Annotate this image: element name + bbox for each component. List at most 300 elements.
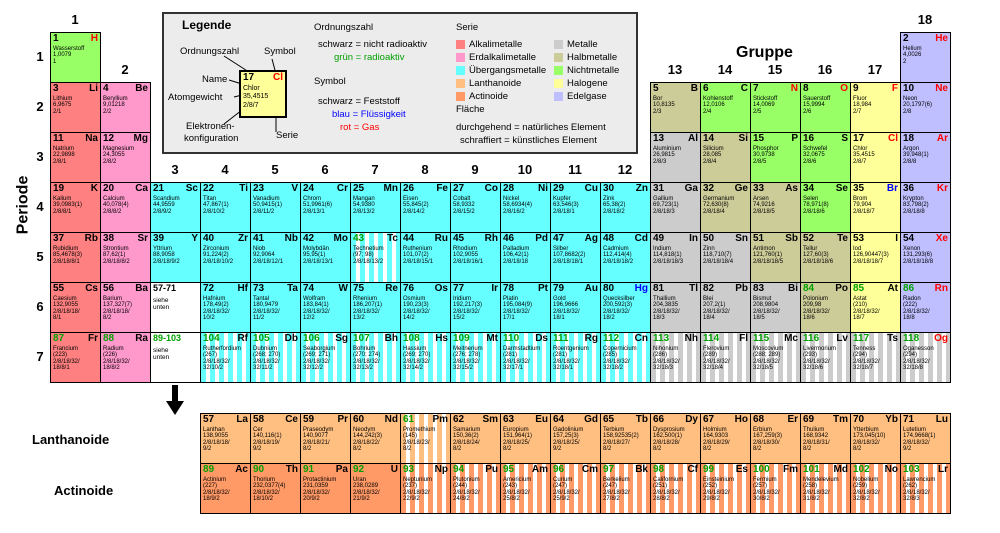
element-info [453,427,480,452]
group-number-18: 18 [917,12,933,27]
element-symbol: Be [135,83,148,94]
element-weight: 150,36(2) [453,433,479,440]
element-name: Vanadium [253,196,280,202]
legend-series-label: Erdalkalimetalle [469,52,537,63]
element-name: Thulium [803,427,825,433]
element-cell-fm [750,463,801,514]
element-info [453,196,475,215]
element-name: Gallium [653,196,674,202]
element-symbol: No [884,464,898,475]
element-info [353,427,382,452]
element-symbol: Ti [239,183,248,194]
element-number: 116 [803,333,820,344]
element-info [103,296,132,321]
element-weight: 101,07(2) [403,252,429,259]
group-number-5: 5 [271,162,279,177]
element-config: 2/8/18/8/1 [53,258,80,265]
element-cell-be [100,82,151,133]
element-cell-ag [550,232,601,283]
element-symbol: Pa [335,464,348,475]
legend-swatch [456,79,465,88]
element-cell-ho [700,413,751,464]
element-info [603,296,635,321]
element-weight: 10,8135 [653,102,675,109]
element-config: 2/8/18/32/ 32/15/2 [453,358,480,371]
element-info [903,46,922,65]
element-symbol: Cf [687,464,698,475]
element-cell-he [900,32,951,83]
element-config: 2/5 [753,108,762,115]
callout-atomgewicht: Atomgewicht [168,92,223,103]
element-weight: 158,92535(2) [603,433,639,440]
legend-series-label: Halogene [567,78,608,89]
element-number: 95 [503,464,515,475]
element-name: Europium [503,427,529,433]
element-symbol: Ag [584,233,598,244]
element-name: Kupfer [553,196,571,202]
element-cell-ta [250,282,301,333]
legend-box [162,12,638,154]
element-number: 103 [903,464,920,475]
element-cell-pr [300,413,351,464]
element-number: 30 [603,183,615,194]
element-symbol: Hg [634,283,648,294]
element-config: 2/8/18/32/ 8/2 [853,439,880,452]
group-number-6: 6 [321,162,329,177]
element-config: 2/8/18/10/2 [203,258,234,265]
element-info [353,296,382,321]
element-number: 21 [153,183,165,194]
legend-flaeche-line2: schraffiert = künstliches Element [460,135,597,146]
element-info [203,477,230,502]
element-cell-ca [100,182,151,233]
element-symbol: Cd [634,233,648,244]
element-symbol: Na [85,133,98,144]
element-name: Dubnium [253,346,278,352]
element-config: 2/8/18/32/ 18/8/2 [103,358,130,371]
element-name: Fluor [853,96,867,102]
element-info [103,146,134,165]
element-name: Indium [653,246,672,252]
element-name: Phosphor [753,146,779,152]
element-config: 2/8/7 [853,158,867,165]
element-name: Palladium [503,246,530,252]
element-name: Niob [253,246,266,252]
group-number-9: 9 [471,162,479,177]
element-number: 77 [453,283,465,294]
element-number: 62 [453,414,465,425]
element-name: Helium [903,46,922,52]
element-weight: (243) [503,483,518,490]
element-name: Osmium [403,296,426,302]
element-cell-p [750,132,801,183]
legend-series-label: Metalle [567,39,598,50]
element-number: 11 [53,133,64,144]
element-cell-ne [900,82,951,133]
element-symbol: Lr [938,464,948,475]
element-symbol: Nd [384,414,398,425]
element-number: 117 [853,333,870,344]
element-info [853,196,875,215]
element-cell-ni [500,182,551,233]
element-name: Flerovium [703,346,730,352]
element-cell-cu [550,182,601,233]
element-config: 2/8/18/32/ 15/2 [453,308,480,321]
element-cell-o [800,82,851,133]
legend-swatch [456,40,465,49]
element-weight: 200,592(3) [603,302,633,309]
element-cell-h [50,32,101,83]
element-info [653,246,683,265]
element-symbol: P [791,133,798,144]
element-name: Zink [603,196,615,202]
placeholder-cell [150,332,201,383]
element-weight: (281) [503,352,518,359]
element-config: 2/8/2 [103,158,117,165]
element-info [553,427,583,452]
element-config: 2/8/18/9/2 [153,258,180,265]
element-weight: 83,798(2) [903,202,929,209]
element-config: 2/7 [853,108,862,115]
element-weight: 69,723(1) [653,202,679,209]
element-cell-tb [600,413,651,464]
element-number: 91 [303,464,315,475]
element-number: 19 [53,183,65,194]
element-symbol: Sn [735,233,748,244]
element-weight: (269; 271) [303,352,331,359]
element-info [303,477,336,502]
element-weight: 63,546(3) [553,202,579,209]
element-info [903,296,930,321]
element-weight: 178,49(2) [203,302,229,309]
legend-swatch [456,53,465,62]
element-name: Sauerstoff [803,96,831,102]
element-name: Selen [803,196,819,202]
element-name: Technetium [353,246,384,252]
element-config: 2/8/18/27/ 8/2 [603,439,630,452]
element-name: Rutherfordium [203,346,242,352]
element-name: Copernicium [603,346,637,352]
element-number: 78 [503,283,515,294]
element-number: 46 [503,233,515,244]
element-info [753,146,779,165]
element-weight: 91,224(2) [203,252,229,259]
element-number: 105 [253,333,270,344]
element-info [553,296,580,321]
element-cell-xe [900,232,951,283]
periode-label: Periode [14,175,32,235]
element-config: 2/8/14/2 [403,208,425,215]
element-symbol: Rf [237,333,248,344]
element-number: 36 [903,183,915,194]
element-info [903,427,935,452]
element-info [353,346,380,371]
element-cell-ir [450,282,501,333]
group-number-14: 14 [717,62,733,77]
element-number: 111 [553,333,569,344]
element-info [753,477,780,502]
element-symbol: Cs [85,283,98,294]
element-name: Francium [53,346,79,352]
element-cell-sg [300,332,351,383]
element-cell-dy [650,413,701,464]
element-number: 24 [303,183,315,194]
element-weight: 44,9559 [153,202,175,209]
element-symbol: Ar [936,133,948,144]
element-name: Scandium [153,196,180,202]
element-info [703,477,734,502]
element-weight: 35,4515 [853,152,875,159]
element-symbol: Co [484,183,498,194]
element-weight: 65,38(2) [603,202,626,209]
element-cell-np [400,463,451,514]
element-info [703,427,730,452]
element-weight: 127,60(3) [803,252,829,259]
legend-series-label: Lanthanoide [469,78,522,89]
element-name: Wasserstoff [53,46,85,52]
element-cell-la [200,413,251,464]
element-number: 45 [453,233,465,244]
element-symbol: At [887,283,898,294]
element-cell-kr [900,182,951,233]
element-weight: 208,9804 [753,302,779,309]
element-info [203,427,230,452]
element-symbol: Al [688,133,698,144]
element-name: Quecksilber [603,296,635,302]
element-config: 2/8/18/18/2 [603,258,634,265]
element-symbol: Pd [535,233,548,244]
element-symbol: Sg [335,333,348,344]
element-weight: 95,95(1) [303,252,326,259]
element-number: 10 [903,83,915,94]
element-cell-rb [50,232,101,283]
element-symbol: Mt [486,333,498,344]
placeholder-range: 57-71 [153,283,177,293]
element-cell-es [700,463,751,514]
element-info [153,196,180,215]
element-config: 2/8/18/32/ 18/10/2 [253,489,280,502]
callout-symbol: Symbol [264,46,296,57]
element-config: 2/8/18/32/ 32/13/2 [353,358,380,371]
element-cell-tl [650,282,701,333]
element-cell-pa [300,463,351,514]
element-name: Stickstoff [753,96,778,102]
element-cell-at [850,282,901,333]
element-number: 69 [803,414,815,425]
element-name: Praseodym [303,427,334,433]
legend-series-label: Alkalimetalle [469,39,523,50]
element-weight: 238,0289 [353,483,379,490]
element-cell-po [800,282,851,333]
element-name: Strontium [103,246,129,252]
element-config: 2/8/18/32/ 32/10/2 [203,358,230,371]
element-cell-md [800,463,851,514]
element-cell-rg [550,332,601,383]
element-info [803,296,830,321]
element-weight: 186,207(1) [353,302,383,309]
element-config: 2/8/18/32/ 18/8/1 [53,358,80,371]
element-cell-fl [700,332,751,383]
element-info [553,477,580,502]
element-config: 2/8/18/5 [753,208,775,215]
element-number: 102 [853,464,870,475]
element-number: 108 [403,333,420,344]
element-symbol: Nh [684,333,698,344]
element-number: 1 [53,33,59,44]
element-name: Tenness [853,346,876,352]
element-cell-ti [200,182,251,233]
element-info [203,196,229,215]
element-name: Antimon [753,246,776,252]
element-config: 2/8/18/16/1 [453,258,484,265]
element-symbol: B [690,83,698,94]
element-name: Berkelium [603,477,630,483]
element-symbol: Po [835,283,848,294]
element-config: 2/8/18/1 [553,208,575,215]
element-info [603,477,630,502]
element-symbol: Er [787,414,798,425]
element-weight: 85,4678(3) [53,252,83,259]
element-cell-lv [800,332,851,383]
legend-sample-cell [239,70,287,118]
element-cell-lu [900,413,951,464]
element-info [803,146,827,165]
element-weight: (259) [853,483,868,490]
element-weight: 173,045(10) [853,433,886,440]
element-name: Ytterbium [853,427,879,433]
element-number: 49 [653,233,665,244]
element-number: 66 [653,414,665,425]
element-info [853,296,880,321]
element-weight: 4,0026 [903,52,922,59]
element-number: 74 [303,283,315,294]
element-number: 96 [553,464,565,475]
element-info [403,246,433,265]
element-cell-ba [100,282,151,333]
element-cell-as [750,182,801,233]
element-cell-pm [400,413,451,464]
element-info [203,296,230,321]
legend-swatch [456,66,465,75]
element-number: 29 [553,183,565,194]
element-number: 90 [253,464,265,475]
element-config: 2/8/18/12/1 [253,258,284,265]
element-config: 2/8/9/2 [153,208,172,215]
element-cell-u [350,463,401,514]
element-config: 2/8/18/32/ 18/4 [703,308,730,321]
element-number: 40 [203,233,215,244]
element-cell-in [650,232,701,283]
element-cell-sc [150,182,201,233]
element-number: 28 [503,183,515,194]
element-name: Ruthenium [403,246,433,252]
element-name: Kalium [53,196,72,202]
element-cell-au [550,282,601,333]
element-number: 43 [353,233,365,244]
element-name: Magnesium [103,146,135,152]
element-weight: 180,9479 [253,302,279,309]
element-name: Xenon [903,246,921,252]
element-name: Cadmium [603,246,629,252]
element-weight: 144,242(3) [353,433,383,440]
element-cell-ts [850,332,901,383]
legend-ordnungszahl-black: schwarz = nicht radioaktiv [318,39,428,50]
element-info [903,196,929,215]
element-symbol: F [891,83,898,94]
element-name: Lutetium [903,427,927,433]
element-info [803,196,829,215]
element-info [403,346,430,371]
element-cell-f [850,82,901,133]
period-number-3: 3 [36,149,44,164]
element-config: 2/8/18/32/ 22/9/2 [403,489,430,502]
element-number: 33 [753,183,765,194]
element-name: Mendelevium [803,477,839,483]
element-symbol: Li [89,83,98,94]
element-number: 17 [853,133,865,144]
element-weight: 231,0359 [303,483,329,490]
element-cell-cl [850,132,901,183]
element-name: Roentgenium [553,346,589,352]
element-config: 2/8/1 [53,158,67,165]
element-cell-al [650,132,701,183]
element-weight: (276; 278) [453,352,481,359]
element-config: 2/8/18/8/2 [103,258,130,265]
element-config: 2/8/13/2 [353,208,375,215]
element-name: Lithium [53,96,73,102]
element-config: 2/8/4 [703,158,717,165]
element-symbol: W [338,283,348,294]
element-weight: 167,259(3) [753,433,783,440]
group-number-7: 7 [371,162,379,177]
element-weight: 12,0106 [703,102,725,109]
element-number: 57 [203,414,215,425]
element-number: 22 [203,183,215,194]
element-cell-pb [700,282,751,333]
element-info [853,477,880,502]
element-cell-ra [100,332,151,383]
element-cell-b [650,82,701,133]
element-info [853,246,889,265]
element-number: 75 [353,283,365,294]
element-symbol: Md [833,464,848,475]
element-config: 2/8/18/8 [903,208,925,215]
element-symbol: O [840,83,848,94]
element-cell-te [800,232,851,283]
element-name: Silicium [703,146,724,152]
element-config: 2/8/18/2 [603,208,625,215]
element-weight: 55,845(2) [403,202,429,209]
element-cell-tm [800,413,851,464]
element-weight: 79,904 [853,202,872,209]
element-cell-hf [200,282,251,333]
element-cell-re [350,282,401,333]
element-weight: 15,9994 [803,102,825,109]
element-symbol: Ds [535,333,548,344]
element-info [353,477,380,502]
element-cell-zr [200,232,251,283]
element-weight: (294) [853,352,868,359]
element-cell-yb [850,413,901,464]
element-name: Arsen [753,196,769,202]
element-cell-si [700,132,751,183]
element-symbol: Og [934,333,948,344]
element-info [753,427,782,452]
element-name: Neon [903,96,918,102]
element-weight: (226) [103,352,118,359]
element-cell-tc [350,232,401,283]
element-config: 2/8/15/2 [453,208,475,215]
